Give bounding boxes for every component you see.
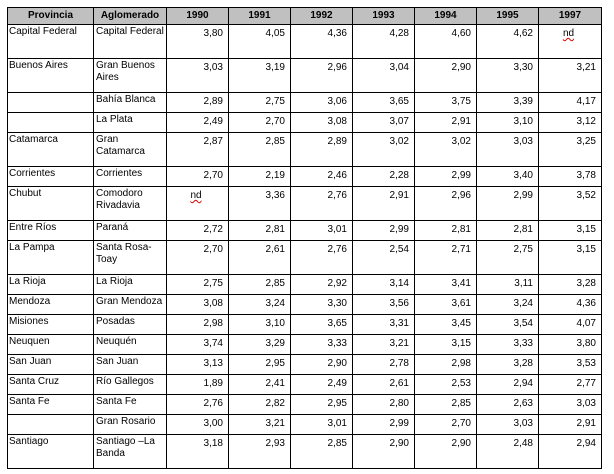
cell-value: 3,39 <box>477 93 539 113</box>
cell-value: 2,98 <box>415 355 477 375</box>
cell-value: 3,28 <box>539 275 602 295</box>
cell-value: 3,13 <box>167 355 229 375</box>
cell-value: 3,03 <box>477 133 539 167</box>
cell-provincia: Catamarca <box>8 133 94 167</box>
data-table-container <box>7 7 602 469</box>
cell-provincia: Santiago <box>8 435 94 469</box>
cell-provincia: La Rioja <box>8 275 94 295</box>
data-table <box>7 7 602 469</box>
cell-aglomerado: Santiago –La Banda <box>94 435 167 469</box>
cell-value: 2,95 <box>291 395 353 415</box>
cell-value: 2,77 <box>539 375 602 395</box>
cell-value: 2,99 <box>477 187 539 221</box>
cell-value: 2,98 <box>167 315 229 335</box>
cell-value: 4,60 <box>415 25 477 59</box>
cell-aglomerado: Capital Federal <box>94 25 167 59</box>
cell-value: 2,49 <box>167 113 229 133</box>
header-year: 1990 <box>167 8 229 25</box>
cell-value: 2,85 <box>229 133 291 167</box>
cell-value: 3,24 <box>477 295 539 315</box>
cell-value: 2,41 <box>229 375 291 395</box>
table-row <box>8 335 602 355</box>
header-year: 1991 <box>229 8 291 25</box>
header-year: 1992 <box>291 8 353 25</box>
cell-value: 3,03 <box>167 59 229 93</box>
cell-provincia: Buenos Aires <box>8 59 94 93</box>
cell-value: 2,85 <box>291 435 353 469</box>
cell-value: 3,30 <box>477 59 539 93</box>
cell-value: 2,91 <box>353 187 415 221</box>
cell-provincia: Misiones <box>8 315 94 335</box>
cell-value: 3,14 <box>353 275 415 295</box>
cell-value-nd: nd <box>190 190 202 201</box>
cell-value: 2,89 <box>291 133 353 167</box>
header-row <box>8 8 602 25</box>
cell-value: 2,95 <box>229 355 291 375</box>
cell-aglomerado: Corrientes <box>94 167 167 187</box>
cell-value: 2,90 <box>291 355 353 375</box>
cell-value: 3,10 <box>229 315 291 335</box>
cell-provincia: Santa Fe <box>8 395 94 415</box>
cell-value: 2,70 <box>167 241 229 275</box>
cell-value: 3,21 <box>539 59 602 93</box>
cell-value: 3,15 <box>539 221 602 241</box>
cell-provincia: Mendoza <box>8 295 94 315</box>
cell-provincia: Neuquen <box>8 335 94 355</box>
cell-value: 2,76 <box>167 395 229 415</box>
cell-value: 3,33 <box>291 335 353 355</box>
cell-provincia: Entre Ríos <box>8 221 94 241</box>
cell-value: 2,99 <box>353 221 415 241</box>
cell-value: 2,75 <box>167 275 229 295</box>
header-year: 1994 <box>415 8 477 25</box>
table-row <box>8 59 602 93</box>
cell-value: 3,01 <box>291 221 353 241</box>
table-row <box>8 133 602 167</box>
header-year: 1995 <box>477 8 539 25</box>
cell-value: 2,76 <box>291 241 353 275</box>
cell-value: 2,76 <box>291 187 353 221</box>
header-aglomerado: Aglomerado <box>94 8 167 25</box>
cell-provincia <box>8 113 94 133</box>
header-year: 1993 <box>353 8 415 25</box>
cell-value: 2,61 <box>353 375 415 395</box>
cell-value: 3,61 <box>415 295 477 315</box>
table-row <box>8 375 602 395</box>
cell-value: 3,75 <box>415 93 477 113</box>
cell-value: 2,72 <box>167 221 229 241</box>
cell-value: 2,19 <box>229 167 291 187</box>
cell-aglomerado: Santa Fe <box>94 395 167 415</box>
cell-value: 2,85 <box>229 275 291 295</box>
cell-aglomerado: Posadas <box>94 315 167 335</box>
cell-value: 2,91 <box>539 415 602 435</box>
cell-provincia <box>8 93 94 113</box>
cell-value: 2,53 <box>415 375 477 395</box>
cell-value: 3,29 <box>229 335 291 355</box>
cell-provincia: Corrientes <box>8 167 94 187</box>
cell-value: 2,54 <box>353 241 415 275</box>
cell-value: 3,65 <box>353 93 415 113</box>
cell-value: 3,74 <box>167 335 229 355</box>
cell-value: 3,30 <box>291 295 353 315</box>
cell-value: 2,70 <box>415 415 477 435</box>
cell-value: 2,81 <box>229 221 291 241</box>
cell-value: 3,21 <box>353 335 415 355</box>
cell-value: 3,03 <box>477 415 539 435</box>
cell-aglomerado: Gran Rosario <box>94 415 167 435</box>
cell-value: 4,07 <box>539 315 602 335</box>
cell-value: 3,06 <box>291 93 353 113</box>
cell-value: 2,87 <box>167 133 229 167</box>
cell-aglomerado: Gran Catamarca <box>94 133 167 167</box>
cell-aglomerado: Gran Mendoza <box>94 295 167 315</box>
cell-value: 3,40 <box>477 167 539 187</box>
table-row <box>8 315 602 335</box>
cell-value-nd: nd <box>562 28 575 39</box>
cell-value: 3,78 <box>539 167 602 187</box>
cell-value: 2,75 <box>229 93 291 113</box>
cell-value: 2,81 <box>477 221 539 241</box>
table-row <box>8 113 602 133</box>
cell-value: 2,90 <box>415 59 477 93</box>
cell-provincia: Chubut <box>8 187 94 221</box>
cell-value: 3,02 <box>415 133 477 167</box>
cell-value: 2,94 <box>539 435 602 469</box>
cell-value: 3,53 <box>539 355 602 375</box>
cell-value: 3,01 <box>291 415 353 435</box>
cell-value: 3,02 <box>353 133 415 167</box>
cell-value: 3,41 <box>415 275 477 295</box>
cell-aglomerado: Comodoro Rivadavia <box>94 187 167 221</box>
cell-value: 2,96 <box>415 187 477 221</box>
cell-value <box>167 187 229 221</box>
cell-value: 2,82 <box>229 395 291 415</box>
cell-aglomerado: San Juan <box>94 355 167 375</box>
cell-value: 3,45 <box>415 315 477 335</box>
cell-aglomerado: La Rioja <box>94 275 167 295</box>
table-row <box>8 415 602 435</box>
cell-value: 3,04 <box>353 59 415 93</box>
cell-value: 3,11 <box>477 275 539 295</box>
cell-value: 2,48 <box>477 435 539 469</box>
cell-value: 4,62 <box>477 25 539 59</box>
cell-value: 3,15 <box>539 241 602 275</box>
cell-value: 4,36 <box>291 25 353 59</box>
cell-value: 3,18 <box>167 435 229 469</box>
cell-value: 3,21 <box>229 415 291 435</box>
cell-value <box>539 25 602 59</box>
cell-provincia: Capital Federal <box>8 25 94 59</box>
cell-aglomerado: Paraná <box>94 221 167 241</box>
cell-aglomerado: Bahía Blanca <box>94 93 167 113</box>
cell-value: 3,36 <box>229 187 291 221</box>
cell-value: 3,10 <box>477 113 539 133</box>
cell-aglomerado: Santa Rosa-Toay <box>94 241 167 275</box>
cell-value: 2,71 <box>415 241 477 275</box>
header-provincia: Provincia <box>8 8 94 25</box>
cell-value: 2,49 <box>291 375 353 395</box>
cell-value: 2,99 <box>415 167 477 187</box>
table-row <box>8 295 602 315</box>
cell-value: 2,61 <box>229 241 291 275</box>
cell-value: 2,80 <box>353 395 415 415</box>
cell-value: 2,85 <box>415 395 477 415</box>
cell-value: 2,92 <box>291 275 353 295</box>
cell-value: 3,03 <box>539 395 602 415</box>
cell-value: 2,94 <box>477 375 539 395</box>
cell-value: 4,05 <box>229 25 291 59</box>
cell-value: 3,00 <box>167 415 229 435</box>
cell-value: 2,89 <box>167 93 229 113</box>
cell-value: 3,33 <box>477 335 539 355</box>
cell-value: 2,90 <box>353 435 415 469</box>
cell-value: 1,89 <box>167 375 229 395</box>
cell-value: 2,96 <box>291 59 353 93</box>
cell-value: 2,90 <box>415 435 477 469</box>
table-row <box>8 241 602 275</box>
cell-value: 3,15 <box>415 335 477 355</box>
cell-value: 2,63 <box>477 395 539 415</box>
cell-aglomerado: La Plata <box>94 113 167 133</box>
cell-value: 2,70 <box>229 113 291 133</box>
cell-value: 2,91 <box>415 113 477 133</box>
cell-aglomerado: Río Gallegos <box>94 375 167 395</box>
cell-value: 3,07 <box>353 113 415 133</box>
cell-value: 2,70 <box>167 167 229 187</box>
cell-value: 3,12 <box>539 113 602 133</box>
header-year: 1997 <box>539 8 602 25</box>
cell-aglomerado: Gran Buenos Aires <box>94 59 167 93</box>
cell-value: 2,99 <box>353 415 415 435</box>
cell-value: 4,17 <box>539 93 602 113</box>
table-row <box>8 395 602 415</box>
cell-value: 2,46 <box>291 167 353 187</box>
cell-value: 2,81 <box>415 221 477 241</box>
cell-value: 3,31 <box>353 315 415 335</box>
cell-value: 2,78 <box>353 355 415 375</box>
cell-value: 3,80 <box>167 25 229 59</box>
table-row <box>8 435 602 469</box>
table-row <box>8 275 602 295</box>
cell-value: 3,52 <box>539 187 602 221</box>
cell-value: 3,08 <box>167 295 229 315</box>
table-row <box>8 221 602 241</box>
cell-value: 3,54 <box>477 315 539 335</box>
cell-value: 2,28 <box>353 167 415 187</box>
cell-provincia: La Pampa <box>8 241 94 275</box>
table-row <box>8 187 602 221</box>
table-row <box>8 167 602 187</box>
cell-provincia <box>8 415 94 435</box>
cell-aglomerado: Neuquén <box>94 335 167 355</box>
cell-value: 3,19 <box>229 59 291 93</box>
cell-value: 3,28 <box>477 355 539 375</box>
table-row <box>8 93 602 113</box>
cell-value: 4,36 <box>539 295 602 315</box>
cell-value: 3,65 <box>291 315 353 335</box>
cell-value: 3,08 <box>291 113 353 133</box>
cell-value: 3,80 <box>539 335 602 355</box>
cell-value: 3,24 <box>229 295 291 315</box>
table-row <box>8 355 602 375</box>
cell-provincia: San Juan <box>8 355 94 375</box>
cell-value: 3,56 <box>353 295 415 315</box>
cell-value: 2,75 <box>477 241 539 275</box>
cell-value: 4,28 <box>353 25 415 59</box>
cell-value: 3,25 <box>539 133 602 167</box>
cell-provincia: Santa Cruz <box>8 375 94 395</box>
cell-value: 2,93 <box>229 435 291 469</box>
table-row <box>8 25 602 59</box>
